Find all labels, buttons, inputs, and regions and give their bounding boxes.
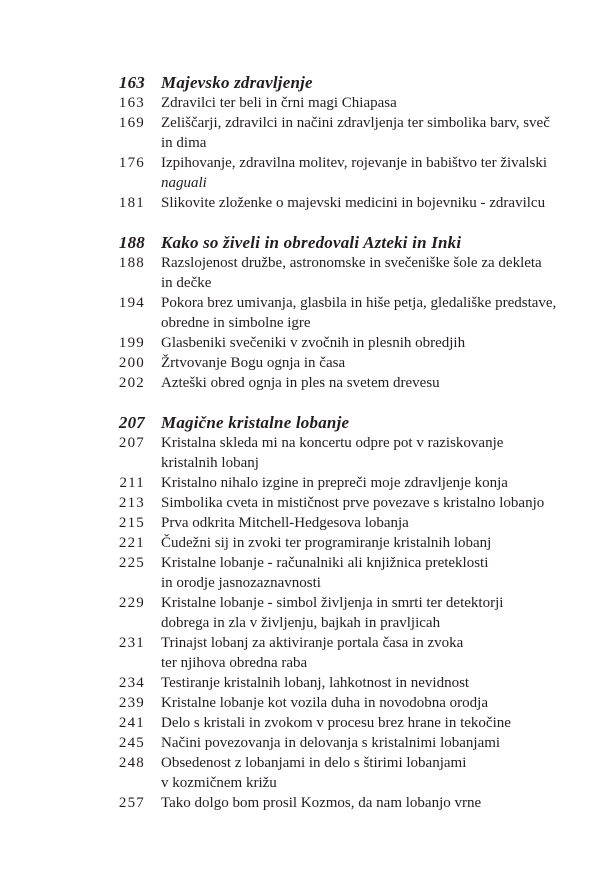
- entry-text: Obsedenost z lobanjami in delo s štirimi lobanjami: [161, 755, 467, 771]
- toc-entry-continuation-row: [0, 453, 611, 473]
- toc-entry-row: [0, 553, 611, 573]
- toc-entry-row: [0, 513, 611, 533]
- entry-page-number: 213: [118, 495, 145, 511]
- entry-text: kristalnih lobanj: [161, 455, 259, 471]
- toc-entry-row: [0, 733, 611, 753]
- toc-entry-continuation-row: [0, 573, 611, 593]
- entry-text: Slikovite zloženke o majevski medicini in bojevniku - zdravilcu: [161, 195, 546, 211]
- toc-entry-continuation-row: [0, 173, 611, 193]
- toc-entry-continuation-row: [0, 133, 611, 153]
- entry-page-number: 199: [118, 335, 145, 351]
- toc-entry-row: [0, 713, 611, 733]
- toc-entry-row: [0, 493, 611, 513]
- section-page-number: 207: [118, 413, 145, 432]
- toc-section-header: [0, 233, 611, 253]
- entry-text: Azteški obred ognja in ples na svetem drevesu: [161, 375, 440, 391]
- entry-page-number-spacer: [0, 313, 145, 333]
- entry-text: Trinajst lobanj za aktiviranje portala časa in zvoka: [161, 635, 464, 651]
- entry-page-number: 207: [118, 435, 145, 451]
- entry-page-number: 248: [118, 755, 145, 771]
- toc-entry-continuation-row: [0, 313, 611, 333]
- entry-page-number: 176: [118, 155, 145, 171]
- toc-entry-continuation-row: [0, 273, 611, 293]
- entry-page-number: 239: [118, 695, 145, 711]
- toc-entry-row: [0, 793, 611, 813]
- entry-page-number: 211: [119, 475, 145, 491]
- entry-text: Pokora brez umivanja, glasbila in hiše petja, gledališke predstave,: [161, 295, 557, 311]
- toc-section: [0, 413, 611, 813]
- toc-entry-continuation-row: [0, 653, 611, 673]
- toc-section: [0, 233, 611, 393]
- entry-page-number-spacer: [0, 173, 145, 193]
- entry-text: Kristalno nihalo izgine in prepreči moje zdravljenje konja: [161, 475, 508, 491]
- entry-text: Tako dolgo bom prosil Kozmos, da nam lobanjo vrne: [161, 795, 482, 811]
- entry-page-number: 188: [118, 255, 145, 271]
- entry-text: Prva odkrita Mitchell-Hedgesova lobanja: [161, 515, 409, 531]
- toc-entry-row: [0, 253, 611, 273]
- entry-page-number: 169: [118, 115, 145, 131]
- entry-page-number: 181: [118, 195, 145, 211]
- toc-entry-row: [0, 433, 611, 453]
- entry-text: Kristalne lobanje - simbol življenja in smrti ter detektorji: [161, 595, 504, 611]
- toc-entry-row: [0, 633, 611, 653]
- entry-text: Glasbeniki svečeniki v zvočnih in plesnih obredjih: [161, 335, 466, 351]
- table-of-contents: [0, 73, 611, 813]
- entry-page-number-spacer: [0, 773, 145, 793]
- entry-page-number: 231: [118, 635, 145, 651]
- entry-page-number: 229: [118, 595, 145, 611]
- entry-text: Čudežni sij in zvoki ter programiranje kristalnih lobanj: [161, 535, 492, 551]
- entry-page-number-spacer: [0, 653, 145, 673]
- toc-entry-row: [0, 333, 611, 353]
- entry-text: Kristalna skleda mi na koncertu odpre pot v raziskovanje: [161, 435, 504, 451]
- entry-text: obredne in simbolne igre: [161, 315, 311, 331]
- entry-page-number: 234: [118, 675, 145, 691]
- entry-page-number: 225: [118, 555, 145, 571]
- entry-text: Delo s kristali in zvokom v procesu brez hrane in tekočine: [161, 715, 511, 731]
- entry-page-number: 200: [118, 355, 145, 371]
- entry-text: Načini povezovanja in delovanja s kristalnimi lobanjami: [161, 735, 501, 751]
- entry-page-number-spacer: [0, 613, 145, 633]
- entry-text: Testiranje kristalnih lobanj, lahkotnost in nevidnost: [161, 675, 470, 691]
- entry-text: Zeliščarji, zdravilci in načini zdravljenja ter simbolika barv, sveč: [161, 115, 550, 131]
- entry-page-number-spacer: [0, 453, 145, 473]
- entry-text: Izpihovanje, zdravilna molitev, rojevanje in babištvo ter živalski: [161, 155, 547, 171]
- entry-page-number: 163: [118, 95, 145, 111]
- entry-text: in orodje jasnozaznavnosti: [161, 575, 321, 591]
- entry-page-number: 241: [118, 715, 145, 731]
- entry-text: in dima: [161, 135, 207, 151]
- toc-section-header: [0, 73, 611, 93]
- section-title: Kako so živeli in obredovali Azteki in Inki: [161, 233, 462, 252]
- entry-page-number: 202: [118, 375, 145, 391]
- toc-section-header: [0, 413, 611, 433]
- section-title: Magične kristalne lobanje: [161, 413, 350, 432]
- toc-entry-row: [0, 533, 611, 553]
- toc-entry-continuation-row: [0, 773, 611, 793]
- section-page-number: 188: [118, 233, 145, 252]
- toc-entry-row: [0, 673, 611, 693]
- entry-text: v kozmičnem križu: [161, 775, 277, 791]
- entry-text: in dečke: [161, 275, 212, 291]
- toc-entry-row: [0, 153, 611, 173]
- toc-entry-continuation-row: [0, 613, 611, 633]
- entry-page-number: 257: [118, 795, 145, 811]
- entry-text: Simbolika cveta in mističnost prve povezave s kristalno lobanjo: [161, 495, 545, 511]
- entry-page-number: 245: [118, 735, 145, 751]
- entry-text: ter njihova obredna raba: [161, 655, 308, 671]
- toc-entry-row: [0, 293, 611, 313]
- toc-entry-row: [0, 693, 611, 713]
- entry-text: Razslojenost družbe, astronomske in svečeniške šole za dekleta: [161, 255, 542, 271]
- toc-entry-row: [0, 593, 611, 613]
- toc-entry-row: [0, 753, 611, 773]
- toc-entry-row: [0, 373, 611, 393]
- entry-page-number-spacer: [0, 273, 145, 293]
- entry-text: naguali: [161, 175, 207, 191]
- entry-text: Žrtvovanje Bogu ognja in časa: [161, 355, 346, 371]
- entry-page-number: 215: [118, 515, 145, 531]
- toc-entry-row: [0, 353, 611, 373]
- entry-page-number: 221: [118, 535, 145, 551]
- toc-entry-row: [0, 473, 611, 493]
- entry-text: Kristalne lobanje kot vozila duha in novodobna orodja: [161, 695, 489, 711]
- section-page-number: 163: [118, 73, 145, 92]
- toc-entry-row: [0, 113, 611, 133]
- entry-page-number-spacer: [0, 133, 145, 153]
- section-title: Majevsko zdravljenje: [161, 73, 313, 92]
- entry-text: Zdravilci ter beli in črni magi Chiapasa: [161, 95, 397, 111]
- toc-section: [0, 73, 611, 213]
- entry-text: dobrega in zla v življenju, bajkah in pravljicah: [161, 615, 441, 631]
- entry-page-number: 194: [118, 295, 145, 311]
- entry-page-number-spacer: [0, 573, 145, 593]
- toc-entry-row: [0, 193, 611, 213]
- toc-entry-row: [0, 93, 611, 113]
- entry-text: Kristalne lobanje - računalniki ali knjižnica preteklosti: [161, 555, 489, 571]
